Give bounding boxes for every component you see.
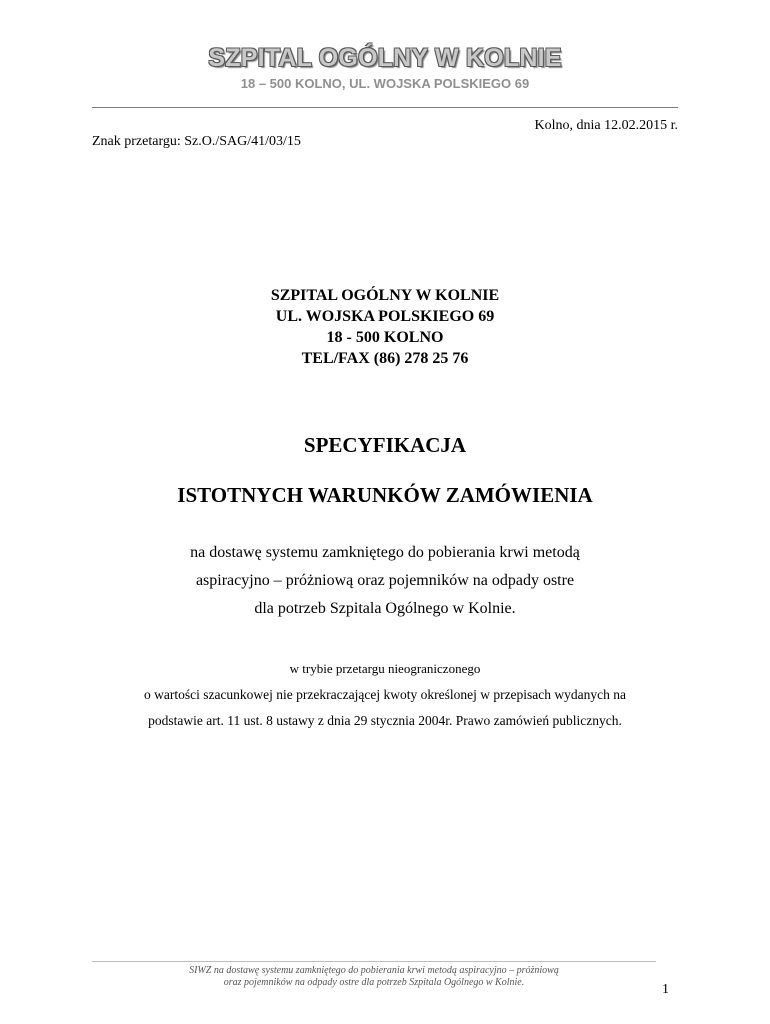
footer-line: oraz pojemników na odpady ostre dla potrzeb Szpitala Ogólnego w Kolnie. <box>223 977 525 988</box>
authority-name: SZPITAL OGÓLNY W KOLNIE <box>270 287 500 304</box>
procedure-line: o wartości szacunkowej nie przekraczającej kwoty określonej w przepisach wydanych na <box>143 687 627 702</box>
footer-divider <box>92 961 656 962</box>
letterhead-address: 18 – 500 KOLNO, UL. WOJSKA POLSKIEGO 69 <box>240 76 530 91</box>
letterhead-title: SZPITAL OGÓLNY W KOLNIE <box>208 44 562 72</box>
order-subject <box>0 539 770 623</box>
document-date: Kolno, dnia 12.02.2015 r. <box>534 118 678 133</box>
header-divider <box>92 107 678 108</box>
page-number: 1 <box>662 982 669 997</box>
procedure-line: w trybie przetargu nieograniczonego <box>289 661 481 676</box>
contracting-authority-address <box>0 285 770 369</box>
authority-phone: TEL/FAX (86) 278 25 76 <box>301 350 469 367</box>
document-subtitle: ISTOTNYCH WARUNKÓW ZAMÓWIENIA <box>177 483 593 507</box>
subject-line: dla potrzeb Szpitala Ogólnego w Kolnie. <box>254 600 516 617</box>
subject-line: na dostawę systemu zamkniętego do pobierania krwi metodą <box>190 544 580 561</box>
footer-note <box>92 965 656 989</box>
document-title: SPECYFIKACJA <box>303 433 467 457</box>
procedure-line: podstawie art. 11 ust. 8 ustawy z dnia 29 stycznia 2004r. Prawo zamówień publicznych. <box>148 713 622 728</box>
footer-line: SIWZ na dostawę systemu zamkniętego do pobierania krwi metodą aspiracyjno – próżniową <box>189 965 559 976</box>
authority-street: UL. WOJSKA POLSKIEGO 69 <box>275 308 495 325</box>
tender-reference: Znak przetargu: Sz.O./SAG/41/03/15 <box>92 134 301 149</box>
authority-city: 18 - 500 KOLNO <box>326 329 444 346</box>
subject-line: aspiracyjno – próżniową oraz pojemników na odpady ostre <box>195 572 575 589</box>
procedure-description <box>0 656 770 734</box>
